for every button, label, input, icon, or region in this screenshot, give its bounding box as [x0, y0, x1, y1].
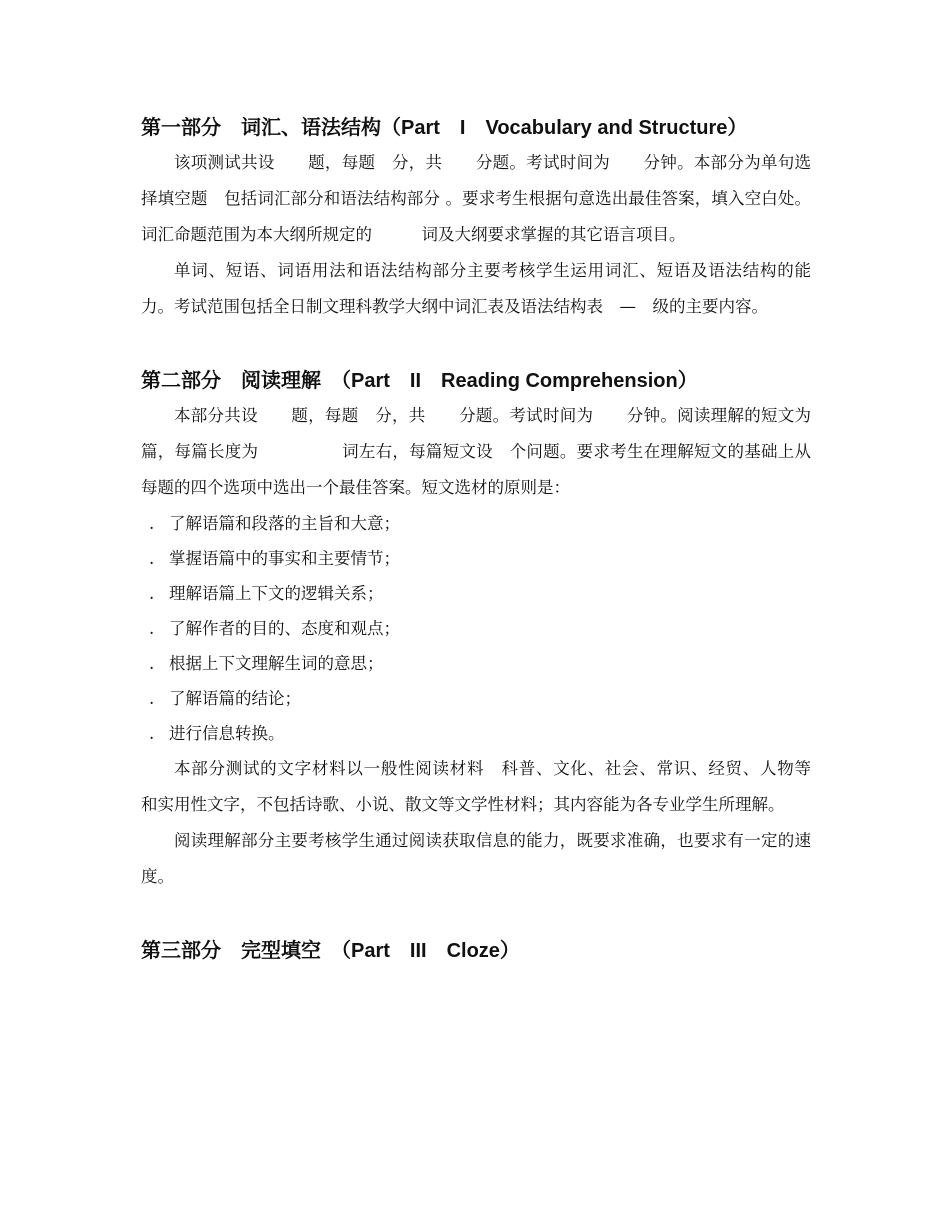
section-1-heading-en: Part I Vocabulary and Structure	[401, 117, 728, 139]
section-2-heading-en: Part II Reading Comprehension	[351, 370, 678, 392]
section-2-paragraph-1: 本部分共设 题，每题 分，共 分题。考试时间为 分钟。阅读理解的短文为 篇，每篇长度为 词左右，每篇短文设 个问题。要求考生在理解短文的基础上从每题的四个选项中选出一个最佳答案。短文选材的原则是：	[141, 406, 828, 497]
section-3-heading-close: ）	[499, 938, 520, 962]
list-item: . 理解语篇上下文的逻辑关系；	[141, 576, 811, 611]
section-3-heading-en: Part III Cloze	[351, 940, 500, 962]
section-1-heading-close: ）	[727, 115, 748, 139]
bullet-mark: .	[149, 689, 155, 708]
list-item: . 了解作者的目的、态度和观点；	[141, 611, 811, 646]
section-2-paragraph-2: 本部分测试的文字材料以一般性阅读材料 科普、文化、社会、常识、经贸、人物等 和实用性文字，不包括诗歌、小说、散文等文学性材料；其内容能为各专业学生所理解。	[141, 759, 828, 814]
bullet-mark: .	[149, 549, 155, 568]
section-2-heading-cn: 第二部分 阅读理解 （	[141, 368, 351, 392]
bullet-mark: .	[149, 654, 155, 673]
list-item: . 掌握语篇中的事实和主要情节；	[141, 541, 811, 576]
section-1-heading-cn: 第一部分 词汇、语法结构（	[141, 115, 401, 139]
section-2-heading-close: ）	[677, 368, 698, 392]
section-1-paragraph-1: 该项测试共设 题，每题 分，共 分题。考试时间为 分钟。本部分为单句选择填空题 包括词汇部分和语法结构部分 。要求考生根据句意选出最佳答案，填入空白处。词汇命题范围为本大纲所规定的 词及大纲要求掌握的其它语言项目。	[141, 153, 811, 244]
reading-principles-list	[141, 506, 811, 751]
section-1-heading	[141, 110, 811, 145]
section-gap	[141, 895, 811, 933]
section-2-heading	[141, 363, 811, 398]
list-item: . 了解语篇和段落的主旨和大意；	[141, 506, 811, 541]
section-3-heading-cn: 第三部分 完型填空 （	[141, 938, 351, 962]
list-item: . 根据上下文理解生词的意思；	[141, 646, 811, 681]
section-1-paragraph-2: 单词、短语、词语用法和语法结构部分主要考核学生运用词汇、短语及语法结构的能力。考试范围包括全日制文理科教学大纲中词汇表及语法结构表 — 级的主要内容。	[141, 261, 811, 316]
bullet-mark: .	[149, 619, 155, 638]
section-2-paragraph-3: 阅读理解部分主要考核学生通过阅读获取信息的能力，既要求准确，也要求有一定的速度。	[141, 831, 811, 886]
section-gap	[141, 325, 811, 363]
section-3-heading	[141, 933, 811, 968]
list-item: . 进行信息转换。	[141, 716, 811, 751]
bullet-mark: .	[149, 514, 155, 533]
bullet-mark: .	[149, 584, 155, 603]
document-page	[141, 110, 828, 968]
list-item: . 了解语篇的结论；	[141, 681, 811, 716]
bullet-mark: .	[149, 724, 155, 743]
